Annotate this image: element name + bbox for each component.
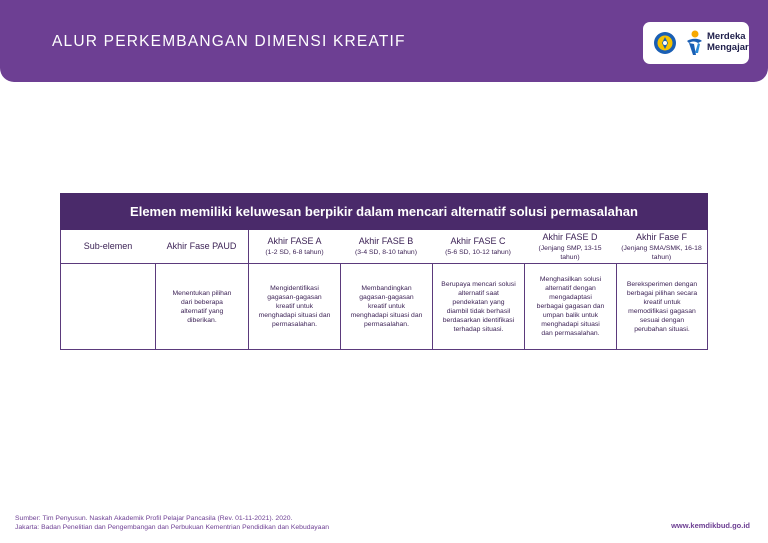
column-header: Akhir FASE D (Jenjang SMP, 13-15 tahun) bbox=[538, 231, 602, 261]
development-table bbox=[60, 193, 708, 350]
table-cell: Menghasilkan solusi alternatif dengan mengadaptasi berbagai gagasan dan umpan balik untuk menghadapi situasi dan permasalahan. bbox=[524, 264, 616, 349]
column-header: Akhir Fase F (Jenjang SMA/SMK, 16-18 tahun) bbox=[621, 231, 702, 261]
column-header: Akhir FASE B (3-4 SD, 8-10 tahun) bbox=[355, 236, 417, 256]
column-header: Akhir FASE C (5-6 SD, 10-12 tahun) bbox=[445, 236, 511, 256]
table-cell: Mengidentifikasi gagasan-gagasan kreatif untuk menghadapi situasi dan permasalahan. bbox=[248, 264, 340, 349]
column-header: Akhir FASE A (1-2 SD, 6-8 tahun) bbox=[248, 230, 340, 263]
table-banner: Elemen memiliki keluwesan berpikir dalam mencari alternatif solusi permasalahan bbox=[60, 193, 708, 230]
source-citation: Sumber: Tim Penyusun. Naskah Akademik Profil Pelajar Pancasila (Rev. 01-11-2021). 2020. Jakarta: Badan Penelitian dan Pengembangan dan Perbukuan Kementrian Pendidikan dan Kebudayaan bbox=[15, 515, 330, 531]
table-row bbox=[61, 264, 707, 349]
table-grid bbox=[60, 230, 708, 350]
merdeka-mengajar-logo-icon bbox=[683, 29, 705, 57]
column-header: Akhir Fase PAUD bbox=[166, 241, 237, 251]
page-header bbox=[0, 0, 768, 82]
table-cell: Membandingkan gagasan-gagasan kreatif untuk menghadapi situasi dan permasalahan. bbox=[340, 264, 432, 349]
logo-panel bbox=[643, 22, 749, 64]
table-cell bbox=[61, 264, 155, 349]
table-cell: Menentukan pilihan dari beberapa alternatif yang diberikan. bbox=[155, 264, 248, 349]
table-cell: Bereksperimen dengan berbagai pilihan secara kreatif untuk memodifikasi gagasan sesuai dengan perubahan situasi. bbox=[616, 264, 707, 349]
page-title: ALUR PERKEMBANGAN DIMENSI KREATIF bbox=[52, 33, 406, 50]
tut-wuri-handayani-logo-icon bbox=[653, 31, 677, 55]
website-url: www.kemdikbud.go.id bbox=[671, 521, 750, 530]
column-header: Sub-elemen bbox=[83, 241, 133, 251]
merdeka-mengajar-wordmark: Merdeka Mengajar bbox=[707, 31, 749, 53]
table-cell: Berupaya mencari solusi alternatif saat pendekatan yang diambil tidak berhasil berdasarkan identifikasi terhadap situasi. bbox=[432, 264, 524, 349]
table-header-row bbox=[61, 230, 707, 264]
